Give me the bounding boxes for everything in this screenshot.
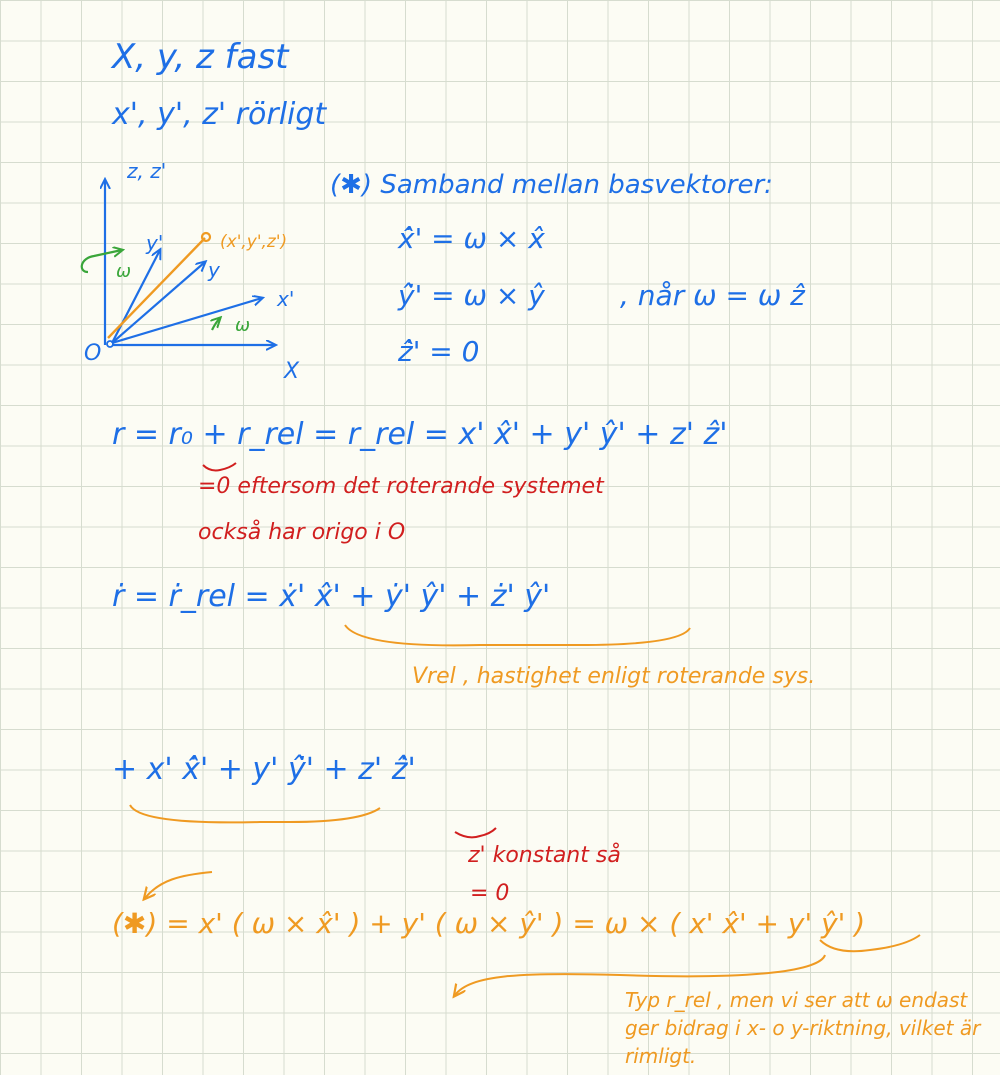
omega-condition: , når ω = ω ẑ [620,279,805,312]
note-r0-zero: =0 eftersom det roterande systemet [198,474,604,499]
equation-y-hat-dot: ŷ̇' = ω × ŷ [398,279,545,312]
omega-rotation-arrow-right [212,318,220,330]
heading-moving-axes: x', y', z' rörligt [112,97,327,132]
heading-fixed-axes: X, y, z fast [112,37,289,77]
zprime-constant-note: z' konstant så [468,843,621,868]
position-equation: r = r₀ + r_rel = r_rel = x' x̂' + y' ŷ' + z' ẑ' [112,417,728,452]
plus-terms-underbrace [130,805,380,822]
star-reference-arrow [145,872,212,898]
conclusion-line-1: Typ r_rel , men vi ser att ω endast [625,988,968,1012]
vrel-note: Vrel , hastighet enligt roterande sys. [412,664,816,689]
point-label: (x',y',z') [220,232,288,252]
conclusion-line-2: ger bidrag i x- o y-riktning, vilket är [625,1016,981,1040]
y-prime-axis-label: y' [146,231,164,255]
zprime-constant-zero: = 0 [470,881,510,906]
origin-label: O [84,341,102,366]
velocity-equation: ṙ = ṙ_rel = ẋ' x̂' + ẏ' ŷ' + ż' ŷ' [112,579,551,614]
r0-underbrace [203,463,236,470]
zprime-underbrace [455,828,496,837]
omega-label-left: ω [116,261,132,282]
omega-label-right: ω [235,315,251,336]
equation-z-hat-dot: ẑ̇' = 0 [398,335,480,368]
x-prime-axis-label: x' [277,287,295,311]
z-axis-label: z, z' [127,159,167,183]
point-marker [202,233,210,241]
note-origin: också har origo i O [198,520,406,545]
x-axis-label: X [284,359,300,384]
star-equation: (✱) = x' ( ω × x̂' ) + y' ( ω × ŷ' ) = ω × ( x' x̂' + y' ŷ' ) [112,907,866,940]
equation-x-hat-dot: x̂̇' = ω × x̂ [398,222,545,255]
conclusion-line-3: rimligt. [625,1044,697,1068]
y-axis-label: y [208,258,220,282]
rotation-terms-equation: + x' x̂̇' + y' ŷ̇' + z' ẑ̇' [112,752,416,787]
samband-title: (✱) Samband mellan basvektorer: [330,170,773,200]
vrel-underbrace [345,625,690,645]
